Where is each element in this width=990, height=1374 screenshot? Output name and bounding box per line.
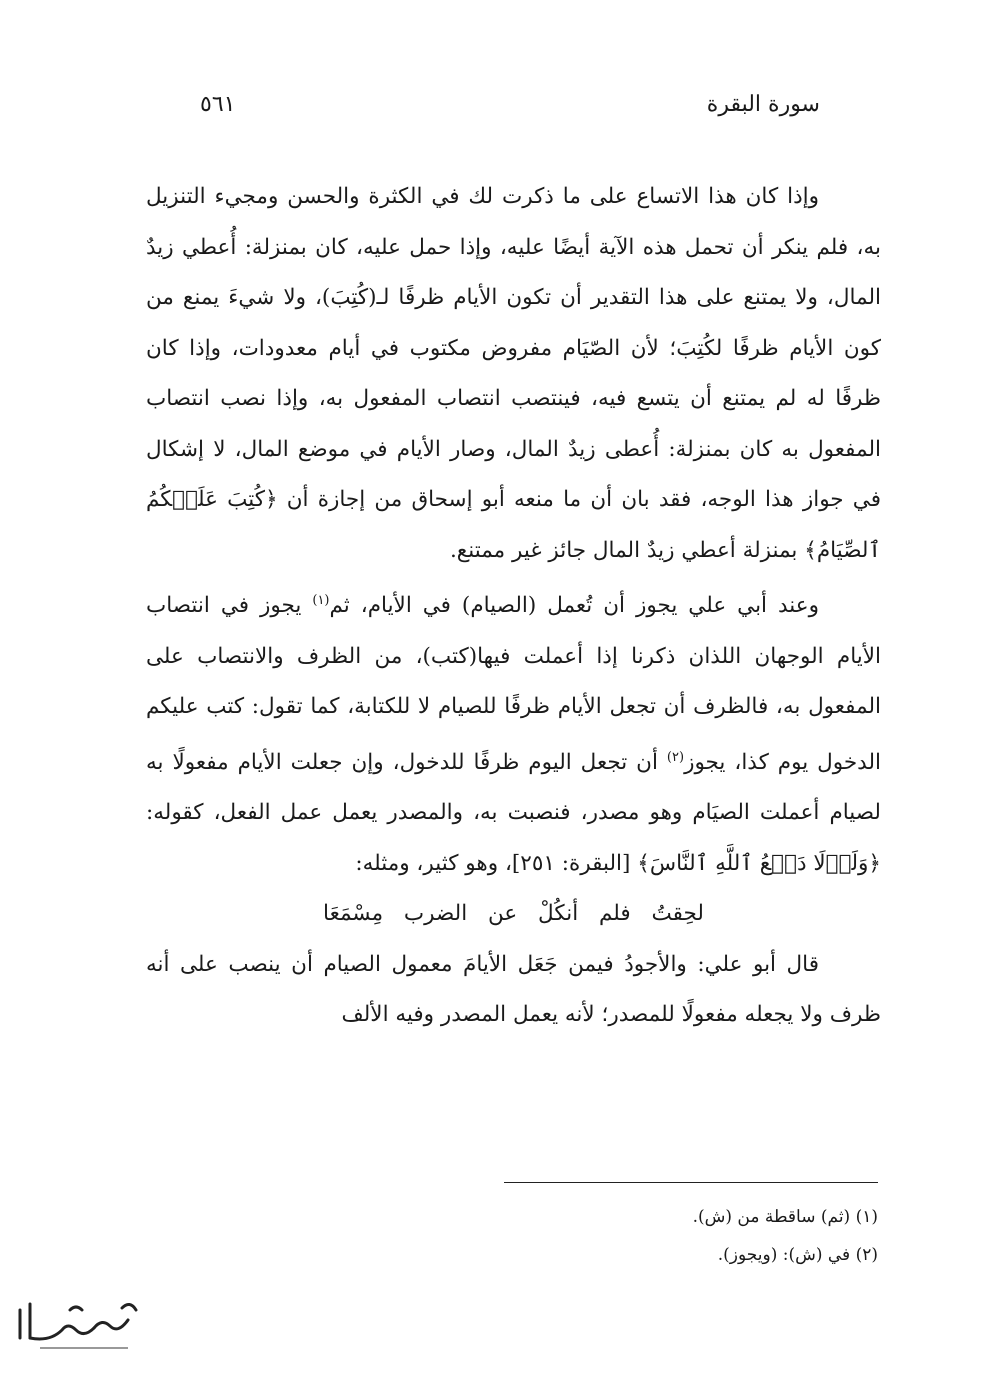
- paragraph-2: [146, 576, 881, 889]
- footnote-divider: [504, 1182, 878, 1183]
- footnote-ref-1: (١): [312, 593, 330, 608]
- surah-title: سورة البقرة: [706, 92, 820, 117]
- poetry-verse: لحِقتُ فلم أنكُلْ عن الضرب مِسْمَعَا: [323, 901, 704, 927]
- page-number: ٥٦١: [200, 92, 236, 117]
- page-header: [200, 92, 820, 136]
- paragraph-2-part-a: وعند أبي علي يجوز أن تُعمل (الصيام) في الأيام، ثم: [329, 593, 819, 619]
- footnote-ref-2: (٢): [666, 749, 685, 765]
- paragraph-1: وإذا كان هذا الاتساع على ما ذكرت لك في الكثرة والحسن ومجيء التنزيل به، فلم ينكر أن تحمل هذه الآية أيضًا عليه، وإذا حمل عليه، كان بمنزلة: أُعطي زيدٌ المال، ولا يمتنع على هذا التقدير أن تكون الأيام ظرفًا لـ(كُتِبَ)، ولا شيءَ يمنع من كون الأيام ظرفًا لكُتِبَ؛ لأن الصّيَام مفروض مكتوب في أيام معدودات، وإذا كان ظرفًا له لم يمتنع أن يتسع فيه، فينتصب انتصاب المفعول به، وإذا نصب انتصاب المفعول به كان بمنزلة: أُعطى زيدٌ المال، وصار الأيام في موضع المال، لا إشكال في جواز هذا الوجه، فقد بان أن ما منعه أبو إسحاق من إجازة أن ﴿كُتِبَ عَلَيۡكُمُ ٱلصِّيَامُ﴾ بمنزلة أعطي زيدٌ المال جائز غير ممتنع.: [146, 184, 881, 563]
- main-text: [146, 172, 881, 1041]
- footnote-2: (٢) في (ش): (ويجوز).: [717, 1245, 878, 1265]
- footnote-1: (١) (ثم) ساقطة من (ش).: [692, 1207, 878, 1227]
- footnotes: [400, 1198, 878, 1274]
- watermark-logo: [10, 1290, 142, 1354]
- paragraph-2-part-b: يجوز في انتصاب الأيام الوجهان اللذان ذكرنا إذا أعملت فيها(كتب)، من الظرف والانتصاب على المفعول به، فالظرف أن تجعل الأيام ظرفًا للصيام لا للكتابة، كما تقول: كتب عليكم الدخول يوم كذا، يجوز: [146, 593, 881, 775]
- paragraph-2-part-c: أن تجعل اليوم ظرفًا للدخول، وإن جعلت الأيام مفعولًا به لصيام أعملت الصيَام وهو مصدر، فنصبت به، والمصدر يعمل عمل الفعل، كقوله: ﴿وَلَوۡلَا دَفۡعُ ٱللَّهِ ٱلنَّاسَ﴾ [البقرة: ٢٥١]، وهو كثير، ومثله:: [146, 749, 881, 876]
- paragraph-3: قال أبو علي: والأجودُ فيمن جَعَل الأيامَ معمول الصيام أن ينصب على أنه ظرف ولا يجعله مفعولًا للمصدر؛ لأنه يعمل المصدر وفيه الألف: [146, 951, 881, 1028]
